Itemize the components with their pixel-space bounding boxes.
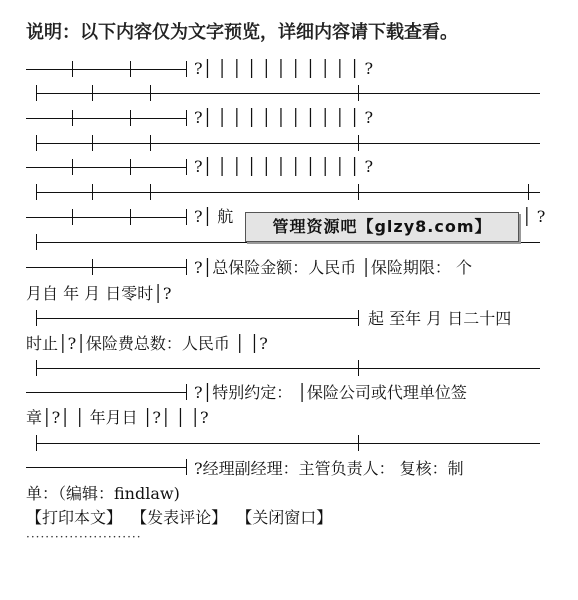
period-end-text: 起 至年 月 日二十四 <box>368 309 512 328</box>
footer-links <box>26 508 336 528</box>
signatures-text: ?经理副经理：主管负责人： 复核：制 <box>194 459 464 478</box>
preview-notice: 说明：以下内容仅为文字预览，详细内容请下载查看。 <box>26 22 458 43</box>
rule-tick <box>130 110 131 126</box>
form-row-text: ?│ 航 <box>194 207 234 226</box>
dotted-separator: ························ <box>26 530 142 544</box>
form-row-text: ?│ │ │ │ │ │ │ │ │ │ │ ? <box>194 108 374 127</box>
rule-tick <box>186 259 187 275</box>
insurance-period-text: 月自 年 月 日零时│? <box>26 284 172 303</box>
rule-tick <box>150 184 151 200</box>
rule-tick <box>72 209 73 225</box>
rule-tick <box>358 135 359 151</box>
rule-tick <box>36 435 37 451</box>
rule-tick <box>186 159 187 175</box>
rule-tick <box>72 61 73 77</box>
rule-line <box>36 318 358 319</box>
rule-tick <box>150 135 151 151</box>
comment-link[interactable]: 【发表评论】 <box>131 508 228 527</box>
rule-tick <box>186 61 187 77</box>
rule-tick <box>130 159 131 175</box>
insured-amount-text: ?│总保险金额：人民币 │保险期限： 个 <box>194 258 473 277</box>
rule-line <box>26 167 186 168</box>
form-row-text: │ ? <box>522 207 546 226</box>
rule-tick <box>36 135 37 151</box>
rule-tick <box>150 85 151 101</box>
rule-line <box>26 217 186 218</box>
rule-tick <box>358 310 359 326</box>
rule-tick <box>92 259 93 275</box>
rule-tick <box>528 184 529 200</box>
rule-tick <box>358 184 359 200</box>
rule-tick <box>36 85 37 101</box>
watermark-banner: 管理资源吧【glzy8.com】 <box>245 212 519 242</box>
editor-text: 单：（编辑：findlaw) <box>26 484 180 503</box>
rule-line <box>36 192 540 193</box>
rule-tick <box>130 209 131 225</box>
rule-tick <box>36 310 37 326</box>
rule-tick <box>186 110 187 126</box>
rule-tick <box>186 459 187 475</box>
rule-tick <box>72 110 73 126</box>
rule-line <box>36 368 540 369</box>
rule-line <box>26 118 186 119</box>
rule-line <box>26 69 186 70</box>
rule-tick <box>358 360 359 376</box>
rule-tick <box>186 209 187 225</box>
rule-line <box>36 93 540 94</box>
rule-line <box>36 443 540 444</box>
special-terms-text: ?│特别约定： │保险公司或代理单位签 <box>194 383 467 402</box>
rule-tick <box>36 234 37 250</box>
rule-line <box>36 242 540 243</box>
rule-tick <box>92 85 93 101</box>
rule-line <box>26 392 186 393</box>
print-link[interactable]: 【打印本文】 <box>26 508 123 527</box>
rule-tick <box>358 435 359 451</box>
close-window-link[interactable]: 【关闭窗口】 <box>236 508 333 527</box>
rule-tick <box>186 384 187 400</box>
form-row-text: ?│ │ │ │ │ │ │ │ │ │ │ ? <box>194 59 374 78</box>
seal-text: 章│?│ │ 年月日 │?│ │ │? <box>26 408 209 427</box>
rule-line <box>26 267 186 268</box>
premium-text: 时止│?│保险费总数：人民币 │ │? <box>26 334 268 353</box>
rule-tick <box>36 184 37 200</box>
rule-tick <box>358 85 359 101</box>
rule-line <box>36 143 540 144</box>
rule-tick <box>72 159 73 175</box>
form-row-text: ?│ │ │ │ │ │ │ │ │ │ │ ? <box>194 157 374 176</box>
rule-tick <box>92 135 93 151</box>
rule-tick <box>92 184 93 200</box>
rule-tick <box>36 360 37 376</box>
rule-tick <box>130 61 131 77</box>
rule-line <box>26 467 186 468</box>
